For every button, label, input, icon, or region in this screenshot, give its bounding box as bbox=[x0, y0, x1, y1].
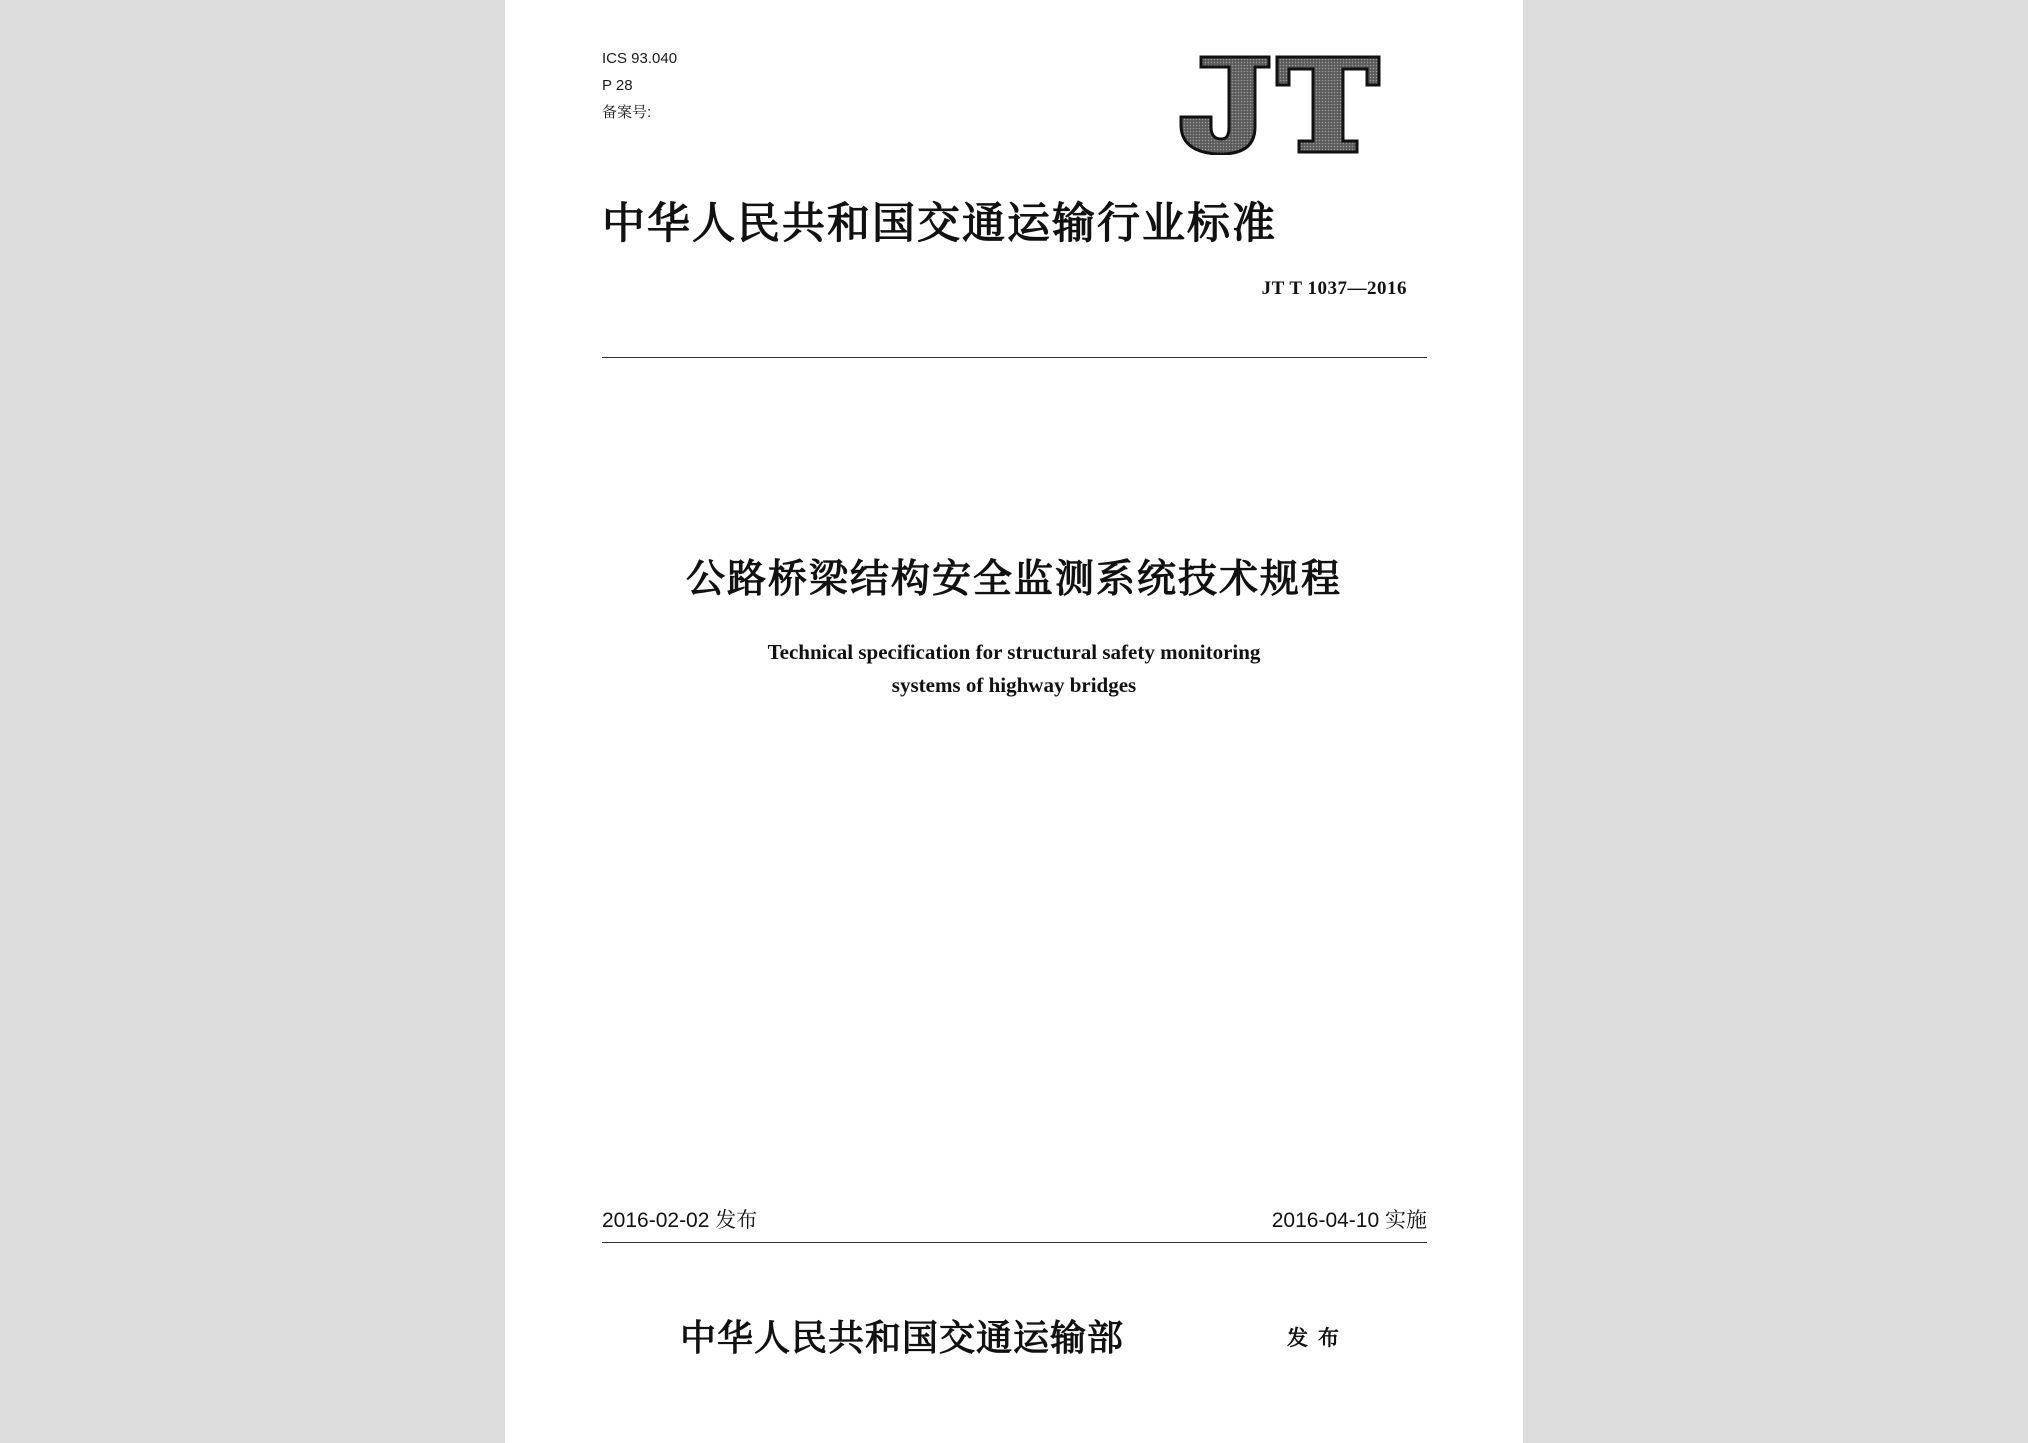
record-number: 备案号: bbox=[602, 104, 652, 121]
classification-block bbox=[602, 45, 677, 126]
category-code: P 28 bbox=[602, 77, 633, 94]
english-title-line-2: systems of highway bridges bbox=[891, 673, 1137, 697]
jt-logo bbox=[1177, 55, 1383, 155]
document-title-english bbox=[505, 636, 1523, 702]
effective-date: 2016-04-10 实施 bbox=[1271, 1209, 1427, 1232]
ics-code: ICS 93.040 bbox=[602, 50, 678, 67]
header-divider bbox=[602, 357, 1427, 358]
issue-date: 2016-02-02 发布 bbox=[602, 1209, 758, 1232]
publisher-name: 中华人民共和国交通运输部 bbox=[680, 1317, 1125, 1359]
standard-type-title: 中华人民共和国交通运输行业标准 bbox=[602, 199, 1277, 249]
footer-divider bbox=[602, 1242, 1427, 1243]
english-title-line-1: Technical specification for structural safety monitoring bbox=[767, 640, 1261, 664]
document-title-chinese: 公路桥梁结构安全监测系统技术规程 bbox=[685, 557, 1342, 602]
document-page bbox=[505, 0, 1523, 1443]
publish-label: 发布 bbox=[1287, 1326, 1349, 1350]
standard-code: JT T 1037—2016 bbox=[1261, 278, 1407, 299]
